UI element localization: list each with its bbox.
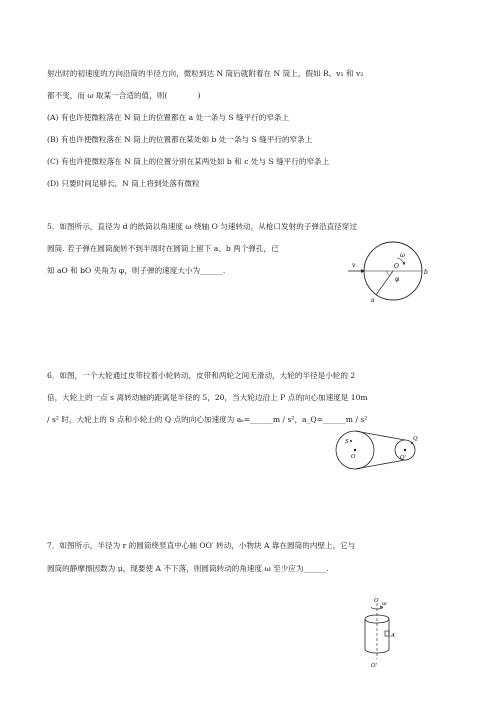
q5-line-2: 圆筒. 若子弹在圆筒旋转不到半周时在圆筒上留下 a、b 两个弹孔，已: [47, 244, 279, 253]
q7-line-1: 7．如图所示，半径为 r 的圆筒绕竖直中心轴 OO′ 转动，小物块 A 靠在圆筒的内壁上，它与: [47, 541, 356, 550]
omega-label: ω: [400, 252, 405, 259]
small-center-dot: [404, 449, 406, 451]
angle-arc: [387, 271, 390, 276]
point-s-label: S: [345, 439, 349, 445]
vertical-cylinder-diagram: [355, 597, 405, 669]
q6-line-3: / s² 时，大轮上的 S 点和小轮上的 Q 点的向心加速度为 aₛ=______m / s²，a_Q=______m / s²: [47, 415, 368, 424]
hole-b-label: b: [424, 269, 428, 276]
belt-bottom: [355, 460, 405, 469]
big-center-label: O: [351, 454, 356, 460]
q4-option-b: (B) 有也许使微粒落在 N 筒上的位置都在某处如 b 处一条与 S 缝平行的窄条上: [47, 135, 313, 144]
block-a-label: A: [391, 633, 395, 639]
rotation-arrowhead: [403, 262, 406, 265]
top-axis-label: O: [374, 598, 379, 604]
hole-a-label: a: [371, 297, 375, 304]
belt-top: [355, 431, 405, 440]
q6-line-2: 倍，大轮上的一点 s 离转动轴的距离是半径的 5，20，当大轮边沿上 P 点的向心加速度是 10m: [47, 393, 368, 402]
q7-line-2: 圆筒的静摩擦因数为 μ，现要使 A 不下落，则圆筒转动的角速度 ω 至少应为______.: [47, 564, 329, 573]
angle-label: φ: [395, 276, 400, 283]
q4-line-2: 都不变，而 ω 取某一合适的值，则( ): [47, 91, 201, 100]
q5-line-1: 5．如图所示，直径为 d 的纸筒以角速度 ω 绕轴 O 匀速转动，从枪口发射的子弹沿直径穿过: [47, 222, 357, 231]
velocity-label: v: [352, 262, 356, 269]
rotating-cylinder-diagram: [340, 238, 444, 306]
point-s-dot: [350, 440, 352, 442]
q4-option-d: (D) 只要时间足够长，N 筒上将到处落有微粒: [47, 179, 200, 188]
q6-line-1: 6．如图，一个大轮通过皮带拉着小轮转动，皮带和两轮之间无滑动，大轮的半径是小轮的 2: [47, 371, 356, 380]
oa-line: [376, 271, 393, 295]
block-a: [385, 631, 389, 636]
big-center-dot: [354, 449, 356, 451]
omega-label: ω: [382, 601, 387, 607]
bottom-axis-label: O': [371, 663, 378, 669]
small-center-label: O': [400, 455, 407, 461]
q4-option-a: (A) 有也许使微粒落在 N 筒上的位置都在 a 处一条与 S 缝平行的窄条上: [47, 113, 290, 122]
q4-option-c: (C) 有也许使微粒落在 N 筒上的位置分别在某两处如 b 和 c 处与 S 缝平行的窄条上: [47, 157, 330, 166]
belt-pulley-diagram: [330, 428, 426, 472]
q4-line-1: 射出时的初速度的方向沿筒的半径方向，微粒到达 N 筒后就附着在 N 筒上，假如 R、v₁ 和 v₂: [47, 69, 364, 78]
q5-line-3: 知 aO 和 bO 夹角为 φ，则子弹的速度大小为______.: [47, 266, 226, 275]
center-label: O: [394, 263, 399, 270]
point-q-dot: [411, 442, 413, 444]
point-q-label: Q: [413, 436, 418, 442]
